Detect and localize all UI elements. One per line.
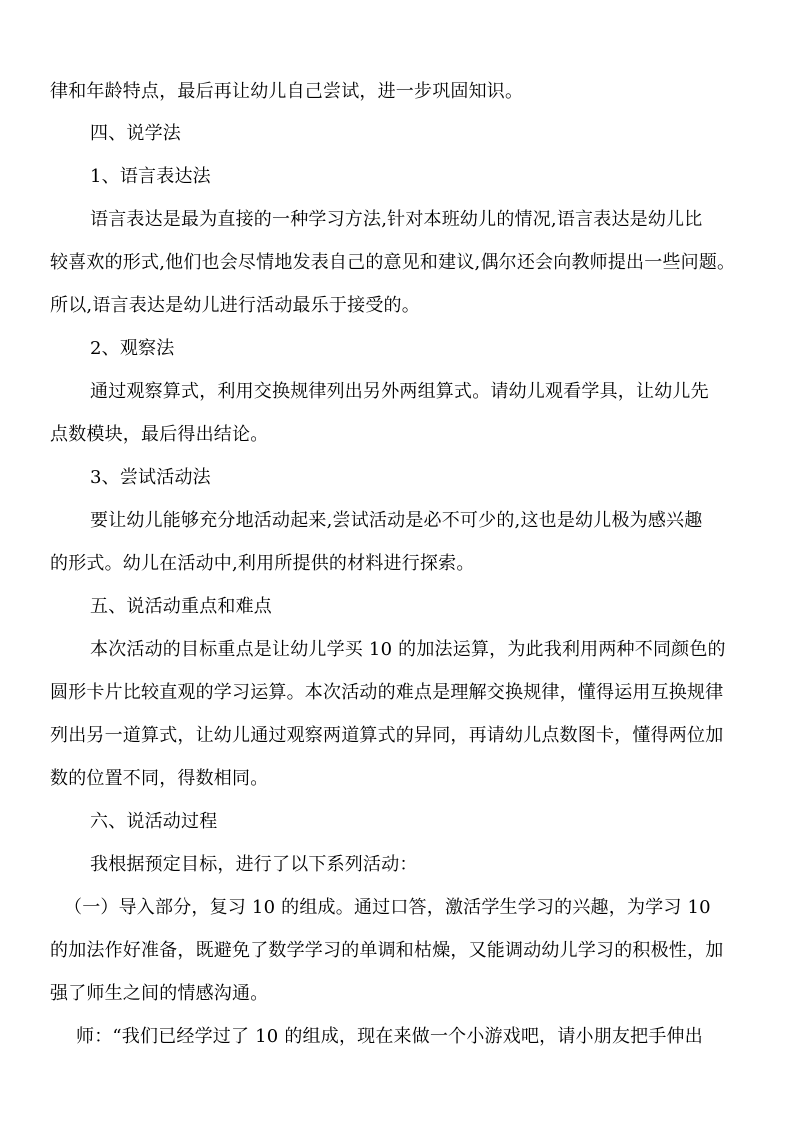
body-text-line: 的加法作好准备，既避免了数学学习的单调和枯燥，又能调动幼儿学习的积极性，加 [50, 940, 724, 961]
body-text-line: 的形式。幼儿在活动中,利用所提供的材料进行探索。 [50, 553, 475, 574]
body-text-line: 列出另一道算式，让幼儿通过观察两道算式的异同，再请幼儿点数图卡，懂得两位加 [50, 725, 724, 746]
section-heading: 四、说学法 [90, 123, 181, 144]
body-text-line: 较喜欢的形式,他们也会尽情地发表自己的意见和建议,偶尔还会向教师提出一些问题。 [50, 252, 736, 273]
body-text-line: 我根据预定目标，进行了以下系列活动： [90, 854, 418, 875]
subsection-heading: 2、观察法 [90, 338, 175, 359]
body-text-line: 要让幼儿能够充分地活动起来,尝试活动是必不可少的,这也是幼儿极为感兴趣 [90, 510, 703, 531]
subsection-heading: 3、尝试活动法 [90, 467, 211, 488]
body-text-line: 强了师生之间的情感沟通。 [50, 983, 269, 1004]
body-text-line: （一）导入部分，复习 10 的组成。通过口答，激活学生学习的兴趣，为学习 10 [64, 897, 711, 918]
body-text-line: 数的位置不同，得数相同。 [50, 768, 269, 789]
body-text-line: 本次活动的目标重点是让幼儿学买 10 的加法运算，为此我利用两种不同颜色的 [90, 639, 726, 660]
body-text-line: 律和年龄特点，最后再让幼儿自己尝试，进一步巩固知识。 [50, 81, 524, 102]
section-heading: 五、说活动重点和难点 [90, 596, 272, 617]
body-text-line: 所以,语言表达是幼儿进行活动最乐于接受的。 [50, 295, 420, 316]
body-text-line: 圆形卡片比较直观的学习运算。本次活动的难点是理解交换规律，懂得运用互换规律 [50, 682, 724, 703]
body-text-line: 语言表达是最为直接的一种学习方法,针对本班幼儿的情况,语言表达是幼儿比 [90, 209, 703, 230]
body-text-line: 点数模块，最后得出结论。 [50, 424, 269, 445]
section-heading: 六、说活动过程 [90, 811, 218, 832]
body-text-line: 师：“我们已经学过了 10 的组成，现在来做一个小游戏吧，请小朋友把手伸出 [76, 1026, 703, 1047]
body-text-line: 通过观察算式，利用交换规律列出另外两组算式。请幼儿观看学具，让幼儿先 [90, 381, 709, 402]
subsection-heading: 1、语言表达法 [90, 166, 211, 187]
